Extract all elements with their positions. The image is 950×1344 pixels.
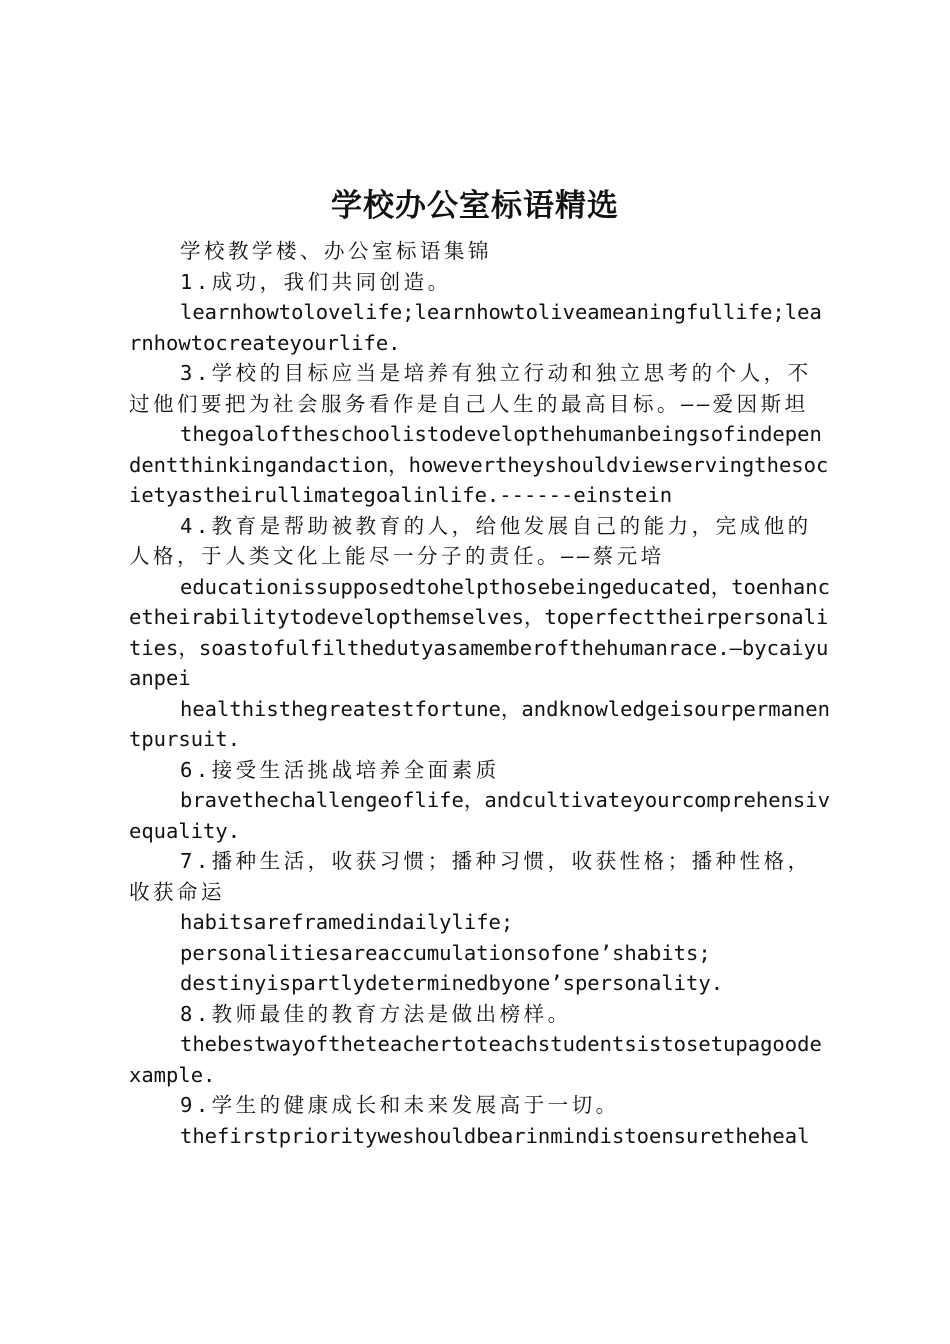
paragraph: 6.接受生活挑战培养全面素质 [180,757,500,782]
paragraph: 9.学生的健康成长和未来发展高于一切。 [180,1093,620,1117]
paragraph: thegoaloftheschoolistodevelopthehumanbeingsofindependentthinkingandaction，howevertheyshouldviewservingthesocietyastheirullimategoalinlife.------einstein [129,422,829,507]
document-body [129,236,833,1151]
paragraph: healthisthegreatestfortune，andknowledgeisourpermanentpursuit. [129,696,830,751]
paragraph: habitsareframedindailylife; [180,910,514,934]
paragraph: personalitiesareaccumulationsofone’shabits; [180,940,711,965]
paragraph: 4.教育是帮助被教育的人，给他发展自己的能力，完成他的人格，于人类文化上能尽一分子的责任。——蔡元培 [129,513,812,568]
document-title: 学校办公室标语精选 [331,188,619,224]
paragraph: 7.播种生活，收获习惯；播种习惯，收获性格；播种性格，收获命运 [129,849,812,904]
paragraph: 8.教师最佳的教育方法是做出榜样。 [180,1001,572,1026]
paragraph: 3.学校的目标应当是培养有独立行动和独立思考的个人，不过他们要把为社会服务看作是自己人生的最高目标。——爱因斯坦 [129,361,812,416]
paragraph: thebestwayoftheteachertoteachstudentsistosetupagoodexample. [129,1032,822,1087]
paragraph: 1.成功，我们共同创造。 [180,269,452,294]
paragraph: learnhowtolovelife;learnhowtoliveameaningfullife;learnhowtocreateyourlife. [129,300,822,355]
paragraph: destinyispartlydeterminedbyone’spersonality. [180,971,724,995]
paragraph: bravethechallengeoflife，andcultivateyourcomprehensivequality. [129,788,830,843]
paragraph: thefirstpriorityweshouldbearinmindistoensuretheheal [180,1123,810,1148]
paragraph: 学校教学楼、办公室标语集锦 [180,239,492,263]
paragraph: educationissupposedtohelpthosebeingeducated，toenhancetheirabilitytodevelopthemselves，toperfecttheirpersonalities，soastofulfilthedutyasamemberofthehumanrace.—bycaiyuanpei [129,574,830,690]
